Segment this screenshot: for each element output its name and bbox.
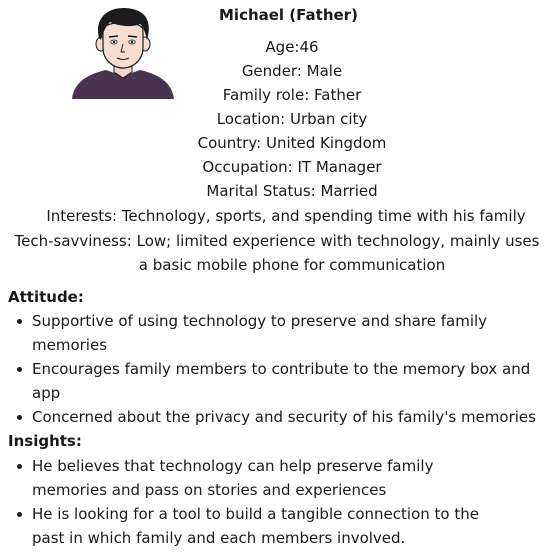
list-item: [8, 309, 554, 357]
insights-title: Insights:: [8, 432, 82, 450]
insights-item-text: He believes that technology can help preserve family memories and pass on stories and experiences: [32, 457, 434, 499]
list-item: [8, 357, 554, 405]
list-item: [8, 502, 554, 550]
insights-item-text: He is looking for a tool to build a tangible connection to the past in which family and each members involved.: [32, 505, 479, 547]
list-item: [8, 454, 554, 502]
attitude-item-text: Encourages family members to contribute to the memory box and app: [32, 360, 531, 402]
age-field: Age:46: [265, 38, 319, 56]
family-role-field: Family role: Father: [222, 86, 362, 104]
attitude-title: Attitude:: [8, 288, 84, 306]
country-field: Country: United Kingdom: [197, 134, 387, 152]
list-item: [8, 405, 554, 429]
attitude-item-text: Supportive of using technology to preserve and share family memories: [32, 312, 488, 354]
attitude-item-text: Concerned about the privacy and security of his family's memories: [32, 408, 536, 426]
location-field: Location: Urban city: [216, 110, 368, 128]
tech-savviness-field: Tech-savviness: Low; limited experience with technology, mainly uses: [14, 232, 540, 250]
gender-field: Gender: Male: [241, 62, 343, 80]
marital-status-field: Marital Status: Married: [206, 182, 378, 200]
persona-name: Michael (Father): [219, 6, 358, 24]
occupation-field: Occupation: IT Manager: [202, 158, 382, 176]
tech-savviness-field-cont: a basic mobile phone for communication: [138, 256, 446, 274]
interests-field: Interests: Technology, sports, and spending time with his family: [46, 207, 526, 225]
attitude-list: [8, 309, 554, 429]
insights-list: [8, 454, 554, 550]
